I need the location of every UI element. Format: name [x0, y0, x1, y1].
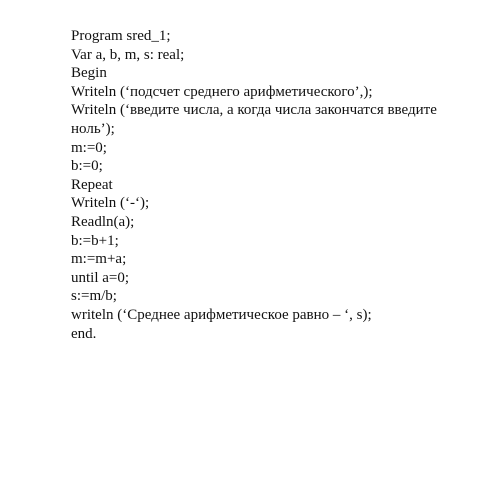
code-line-end: end. — [71, 325, 97, 342]
code-line-var: Var a, b, m, s: real; — [71, 46, 185, 63]
code-line-program: Program sred_1; — [71, 28, 171, 44]
code-line-readln: Readln(a); — [71, 213, 135, 230]
code-line-repeat: Repeat — [71, 176, 113, 193]
code-line-accumulate-m: m:=m+a; — [71, 251, 127, 268]
code-line-begin: Begin — [71, 65, 107, 82]
pascal-program-listing — [71, 27, 491, 343]
code-line-writeln-title: Writeln (‘подсчет среднего арифметического’,); — [71, 83, 373, 100]
code-line-writeln-dash: Writeln (‘-‘); — [71, 195, 150, 212]
code-line-compute-s: s:=m/b; — [71, 288, 117, 305]
code-line-init-b: b:=0; — [71, 158, 103, 175]
code-line-writeln-result: writeln (‘Среднее арифметическое равно – ‘, s); — [71, 306, 372, 323]
code-line-init-m: m:=0; — [71, 139, 107, 156]
code-line-increment-b: b:=b+1; — [71, 232, 119, 249]
code-line-writeln-prompt: Writeln (‘введите числа, а когда числа закончатся введите — [71, 102, 437, 119]
code-line-until: until a=0; — [71, 269, 130, 286]
code-line-writeln-prompt-cont: ноль’); — [71, 120, 115, 137]
